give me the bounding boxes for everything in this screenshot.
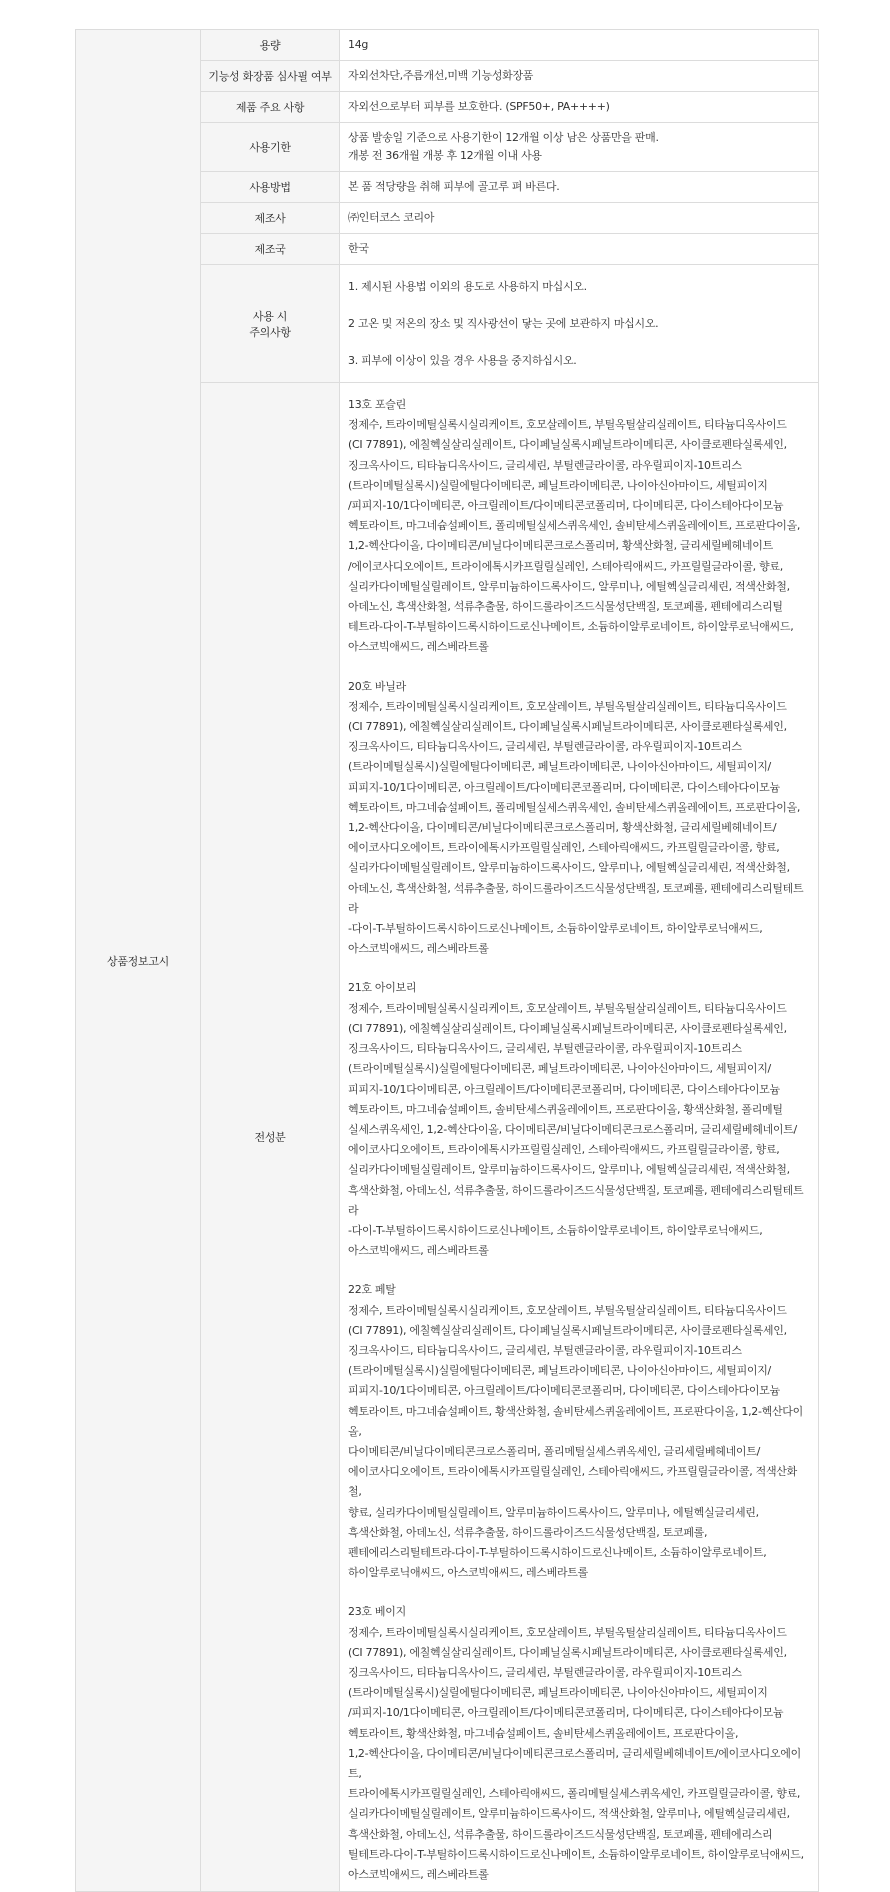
caution-item: 3. 피부에 이상이 있을 경우 사용을 중지하십시오.	[348, 353, 577, 367]
shade-ingredients	[348, 1280, 810, 1583]
row-value: 상품 발송일 기준으로 사용기한이 12개월 이상 남은 상품만을 판매. 개봉 전 36개월 개봉 후 12개월 이내 사용	[340, 123, 819, 172]
shade-ingredients	[348, 978, 810, 1261]
product-info-table	[75, 29, 819, 1892]
row-value: ㈜인터코스 코리아	[340, 203, 819, 234]
section-label: 상품정보고시	[76, 30, 201, 1892]
shade-ingredient-text: 정제수, 트라이메틸실록시실리케이트, 호모살레이트, 부틸옥틸살리실레이트, 티타늄디옥사이드 (CI 77891), 에칠헥실살리실레이트, 다이페닐실록시페닐트라이메티콘, 사이클로펜타실록세인, 징크옥사이드, 티타늄디옥사이드, 글리세린, 부틸렌글라이콜, 라우릴피이지-10트리스 (트라이메틸실록시)실릴에틸다이메티콘, 페닐트라이메티콘, 나이아신아마이드, 세틸피이지/ 피피지-10/1다이메티콘, 아크릴레이트/다이메티콘코폴리머, 다이메티콘, 다이스테아다이모늄 헥토라이트, 마그네슘설페이트, 폴리메틸실세스퀴옥세인, 솔비탄세스퀴올레에이트, 프로판다이올, 1,2-헥산다이올, 다이메티콘/비닐다이메티콘크로스폴리머, 황색산화철, 글리세릴베헤네이트/ 에이코사디오에이트, 트라이에톡시카프릴릴실레인, 스테아릭애씨드, 카프릴릴글라이콜, 향료, 실리카다이메틸실릴레이트, 알루미늄하이드록사이드, 알루미나, 에틸헥실글리세린, 적색산화철, 아데노신, 흑색산화철, 석류추출물, 하이드롤라이즈드식물성단백질, 토코페롤, 펜테에리스리틸테트라 -다이-T-부틸하이드록시하이드로신나메이트, 소듐하이알루로네이트, 하이알루로닉애씨드, 아스코빅애씨드, 레스베라트롤	[348, 699, 804, 956]
row-label: 사용 시 주의사항	[201, 265, 340, 383]
row-value: 본 품 적당량을 취해 피부에 골고루 펴 바른다.	[340, 172, 819, 203]
row-label: 제품 주요 사항	[201, 92, 340, 123]
shade-ingredients	[348, 395, 810, 658]
shade-name: 13호 포슬린	[348, 398, 406, 411]
row-label: 기능성 화장품 심사필 여부	[201, 61, 340, 92]
shade-ingredient-text: 정제수, 트라이메틸실록시실리케이트, 호모살레이트, 부틸옥틸살리실레이트, 티타늄디옥사이드 (CI 77891), 에칠헥실살리실레이트, 다이페닐실록시페닐트라이메티콘, 사이클로펜타실록세인, 징크옥사이드, 티타늄디옥사이드, 글리세린, 부틸렌글라이콜, 라우릴피이지-10트리스 (트라이메틸실록시)실릴에틸다이메티콘, 페닐트라이메티콘, 나이아신아마이드, 세틸피이지/ 피피지-10/1다이메티콘, 아크릴레이트/다이메티콘코폴리머, 다이메티콘, 다이스테아다이모늄 헥토라이트, 마그네슘설페이트, 솔비탄세스퀴올레에이트, 프로판다이올, 황색산화철, 폴리메틸 실세스퀴옥세인, 1,2-헥산다이올, 다이메티콘/비닐다이메티콘크로스폴리머, 글리세릴베헤네이트/ 에이코사디오에이트, 트라이에톡시카프릴릴실레인, 스테아릭애씨드, 카프릴릴글라이콜, 향료, 실리카다이메틸실릴레이트, 알루미늄하이드록사이드, 알루미나, 에틸헥실글리세린, 적색산화철, 흑색산화철, 아데노신, 석류추출물, 하이드롤라이즈드식물성단백질, 토코페롤, 펜테에리스리틸테트라 -다이-T-부틸하이드록시하이드로신나메이트, 소듐하이알루로네이트, 하이알루로닉애씨드, 아스코빅애씨드, 레스베라트롤	[348, 1001, 804, 1258]
shade-ingredient-text: 정제수, 트라이메틸실록시실리케이트, 호모살레이트, 부틸옥틸살리실레이트, 티타늄디옥사이드 (CI 77891), 에칠헥실살리실레이트, 다이페닐실록시페닐트라이메티콘, 사이클로펜타실록세인, 징크옥사이드, 티타늄디옥사이드, 글리세린, 부틸렌글라이콜, 라우릴피이지-10트리스 (트라이메틸실록시)실릴에틸다이메티콘, 페닐트라이메티콘, 나이아신아마이드, 세틸피이지 /피피지-10/1다이메티콘, 아크릴레이트/다이메티콘코폴리머, 다이메티콘, 다이스테아다이모늄 헥토라이트, 황색산화철, 마그네슘설페이트, 솔비탄세스퀴올레에이트, 프로판다이올, 1,2-헥산다이올, 다이메티콘/비닐다이메티콘크로스폴리머, 글리세릴베헤네이트/에이코사디오에이트, 트라이에톡시카프릴릴실레인, 스테아릭애씨드, 폴리메틸실세스퀴옥세인, 카프릴릴글라이콜, 향료, 실리카다이메틸실릴레이트, 알루미늄하이드록사이드, 적색산화철, 알루미나, 에틸헥실글리세린, 흑색산화철, 아데노신, 석류추출물, 하이드롤라이즈드식물성단백질, 토코페롤, 펜테에리스리 틸테트라-다이-T-부틸하이드록시하이드로신나메이트, 소듐하이알루로네이트, 하이알루로닉애씨드, 아스코빅애씨드, 레스베라트롤	[348, 1625, 804, 1882]
shade-name: 20호 바닐라	[348, 679, 406, 693]
ingredients-list	[340, 383, 819, 1892]
caution-list	[340, 265, 819, 383]
row-value: 14g	[340, 30, 819, 61]
row-label: 용량	[201, 30, 340, 61]
row-label: 제조국	[201, 234, 340, 265]
shade-ingredient-text: 정제수, 트라이메틸실록시실리케이트, 호모살레이트, 부틸옥틸살리실레이트, 티타늄디옥사이드 (CI 77891), 에칠헥실살리실레이트, 다이페닐실록시페닐트라이메티콘, 사이클로펜타실록세인, 징크옥사이드, 티타늄디옥사이드, 글리세린, 부틸렌글라이콜, 라우릴피이지-10트리스 (트라이메틸실록시)실릴에틸다이메티콘, 페닐트라이메티콘, 나이아신아마이드, 세틸피이지 /피피지-10/1다이메티콘, 아크릴레이트/다이메티콘코폴리머, 다이메티콘, 다이스테아다이모늄 헥토라이트, 마그네슘설페이트, 폴리메틸실세스퀴옥세인, 솔비탄세스퀴올레에이트, 프로판다이올, 1,2-헥산다이올, 다이메티콘/비닐다이메티콘크로스폴리머, 황색산화철, 글리세릴베헤네이트 /에이코사디오에이트, 트라이에톡시카프릴릴실레인, 스테아릭애씨드, 카프릴릴글라이콜, 향료, 실리카다이메틸실릴레이트, 알루미늄하이드록사이드, 알루미나, 에틸헥실글리세린, 적색산화철, 아데노신, 흑색산화철, 석류추출물, 하이드롤라이즈드식물성단백질, 토코페롤, 펜테에리스리틸 테트라-다이-T-부틸하이드록시하이드로신나메이트, 소듐하이알루로네이트, 하이알루로닉애씨드, 아스코빅애씨드, 레스베라트롤	[348, 418, 801, 654]
caution-item: 1. 제시된 사용법 이외의 용도로 사용하지 마십시오.	[348, 279, 587, 293]
row-value: 자외선차단,주름개선,미백 기능성화장품	[340, 61, 819, 92]
row-value: 한국	[340, 234, 819, 265]
shade-ingredients	[348, 1602, 810, 1885]
caution-item: 2 고온 및 저온의 장소 및 직사광선이 닿는 곳에 보관하지 마십시오.	[348, 316, 659, 330]
info-row-capacity	[76, 30, 819, 61]
row-label: 전성분	[201, 383, 340, 1892]
shade-name: 21호 아이보리	[348, 981, 417, 995]
shade-ingredients	[348, 677, 810, 960]
shade-ingredient-text: 정제수, 트라이메틸실록시실리케이트, 호모살레이트, 부틸옥틸살리실레이트, 티타늄디옥사이드 (CI 77891), 에칠헥실살리실레이트, 다이페닐실록시페닐트라이메티콘, 사이클로펜타실록세인, 징크옥사이드, 티타늄디옥사이드, 글리세린, 부틸렌글라이콜, 라우릴피이지-10트리스 (트라이메틸실록시)실릴에틸다이메티콘, 페닐트라이메티콘, 나이아신아마이드, 세틸피이지/ 피피지-10/1다이메티콘, 아크릴레이트/다이메티콘코폴리머, 다이메티콘, 다이스테아다이모늄 헥토라이트, 마그네슘설페이트, 황색산화철, 솔비탄세스퀴올레에이트, 프로판다이올, 1,2-헥산다이올, 다이메티콘/비닐다이메티콘크로스폴리머, 폴리메틸실세스퀴옥세인, 글리세릴베헤네이트/ 에이코사디오에이트, 트라이에톡시카프릴릴실레인, 스테아릭애씨드, 카프릴릴글라이콜, 적색산화철, 향료, 실리카다이메틸실릴레이트, 알루미늄하이드록사이드, 알루미나, 에틸헥실글리세린, 흑색산화철, 아데노신, 석류추출물, 하이드롤라이즈드식물성단백질, 토코페롤, 펜테에리스리틸테트라-다이-T-부틸하이드록시하이드로신나메이트, 소듐하이알루로네이트, 하이알루로닉애씨드, 아스코빅애씨드, 레스베라트롤	[348, 1303, 803, 1580]
row-label: 사용방법	[201, 172, 340, 203]
shade-name: 22호 페탈	[348, 1283, 396, 1297]
row-label: 사용기한	[201, 123, 340, 172]
row-value: 자외선으로부터 피부를 보호한다. (SPF50+, PA++++)	[340, 92, 819, 123]
row-label: 제조사	[201, 203, 340, 234]
shade-name: 23호 베이지	[348, 1605, 406, 1619]
